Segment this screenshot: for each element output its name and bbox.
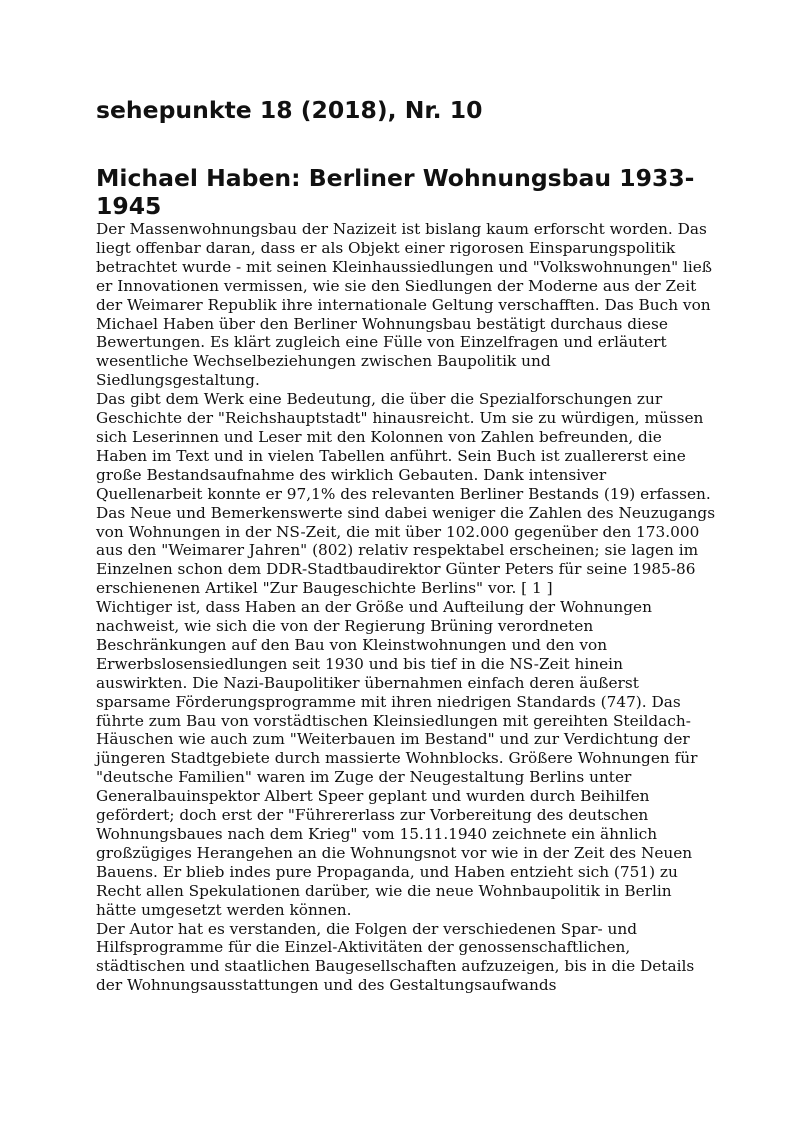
issue-heading: sehepunkte 18 (2018), Nr. 10: [96, 96, 483, 124]
paragraph-4: Der Autor hat es verstanden, die Folgen der verschiedenen Spar- und Hilfsprogramme für die Einzel-Aktivitäten der genossenschaftlichen, städtischen und staatlichen Baugesellschaften aufzuzeigen, bis in die Details der Wohnungsausstattungen und des Gestaltungsaufwands: [96, 919, 695, 995]
document-page: [96, 96, 716, 995]
page-title: Michael Haben: Berliner Wohnungsbau 1933-1945: [96, 164, 695, 220]
paragraph-2: Das gibt dem Werk eine Bedeutung, die über die Spezialforschungen zur Geschichte der "Reichshauptstadt" hinausreicht. Um sie zu würdigen, müssen sich Leserinnen und Leser mit den Kolonnen von Zahlen befreunden, die Haben im Text und in vielen Tabellen anführt. Sein Buch ist zuallererst eine große Bestandsaufnahme des wirklich Gebauten. Dank intensiver Quellenarbeit konnte er 97,1% des relevanten Berliner Bestands (19) erfassen. Das Neue und Bemerkenswerte sind dabei weniger die Zahlen des Neuzugangs von Wohnungen in der NS-Zeit, die mit über 102.000 gegenüber den 173.000 aus den "Weimarer Jahren" (802) relativ respektabel erscheinen; sie lagen im Einzelnen schon dem DDR-Stadtbaudirektor Günter Peters für seine 1985-86 erschienenen Artikel "Zur Baugeschichte Berlins" vor. [ 1 ]: [96, 390, 716, 598]
paragraph-1: Der Massenwohnungsbau der Nazizeit ist bislang kaum erforscht worden. Das liegt offenbar daran, dass er als Objekt einer rigorosen Einsparungspolitik betrachtet wurde - mit seinen Kleinhaussiedlungen und "Volkswohnungen" ließ er Innovationen vermissen, wie sie den Siedlungen der Moderne aus der Zeit der Weimarer Republik ihre internationale Geltung verschafften. Das Buch von Michael Haben über den Berliner Wohnungsbau bestätigt durchaus diese Bewertungen. Es klärt zugleich eine Fülle von Einzelfragen und erläutert wesentliche Wechselbeziehungen zwischen Baupolitik und Siedlungsgestaltung.: [96, 220, 713, 390]
article-body: [96, 220, 716, 995]
paragraph-3: Wichtiger ist, dass Haben an der Größe und Aufteilung der Wohnungen nachweist, wie sich die von der Regierung Brüning verordneten Beschränkungen auf den Bau von Kleinstwohnungen und den von Erwerbslosensiedlungen seit 1930 und bis tief in die NS-Zeit hinein auswirkten. Die Nazi-Baupolitiker übernahmen einfach deren äußerst sparsame Förderungsprogramme mit ihren niedrigen Standards (747). Das führte zum Bau von vorstädtischen Kleinsiedlungen mit gereihten Steildach-Häuschen wie auch zum "Weiterbauen im Bestand" und zur Verdichtung der jüngeren Stadtgebiete durch massierte Wohnblocks. Größere Wohnungen für "deutsche Familien" waren im Zuge der Neugestaltung Berlins unter Generalbauinspektor Albert Speer geplant und wurden durch Beihilfen gefördert; doch erst der "Führererlass zur Vorbereitung des deutschen Wohnungsbaues nach dem Krieg" vom 15.11.1940 zeichnete ein ähnlich großzügiges Herangehen an die Wohnungsnot vor wie in der Zeit des Neuen Bauens. Er blieb indes pure Propaganda, und Haben entzieht sich (751) zu Recht allen Spekulationen darüber, wie die neue Wohnbaupolitik in Berlin hätte umgesetzt werden können.: [96, 598, 698, 919]
